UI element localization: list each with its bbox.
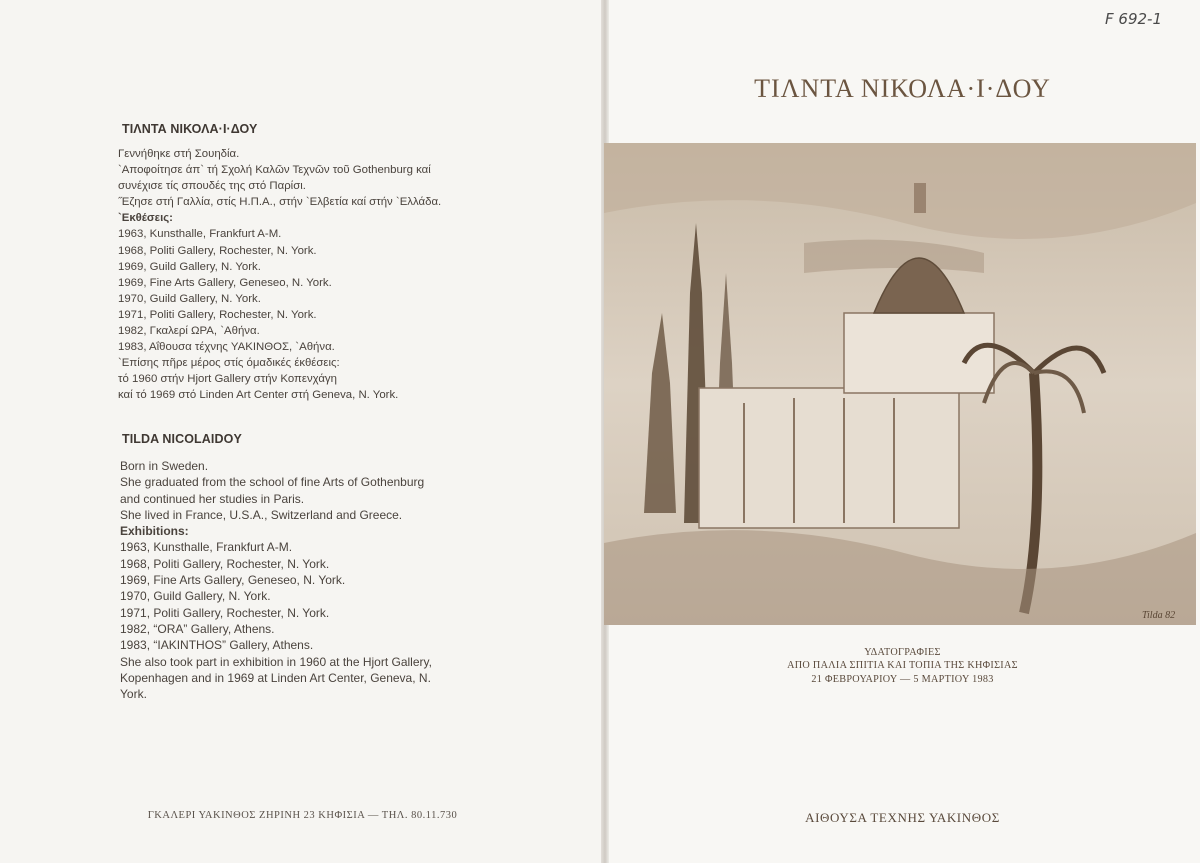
- bio-line: She graduated from the school of fine Arts of Gothenburg: [120, 475, 425, 490]
- bio-line: She lived in France, U.S.A., Switzerland and Greece.: [120, 507, 403, 522]
- bio-line: 1983, “IAKINTHOS” Gallery, Athens.: [120, 638, 314, 653]
- exhibition-caption: [605, 646, 1200, 686]
- bio-line: συνέχισε τίς σπουδές της στό Παρίσι.: [118, 180, 306, 193]
- bio-line: 1971, Politi Gallery, Rochester, N. York.: [120, 605, 330, 620]
- painting-signature: Tilda 82: [1142, 610, 1176, 621]
- bio-line: 1969, Fine Arts Gallery, Geneseo, N. York.: [120, 573, 346, 588]
- bio-line: 1970, Guild Gallery, N. York.: [120, 589, 271, 604]
- caption-line-2: ΑΠΟ ΠΑΛΙΑ ΣΠΙΤΙΑ ΚΑΙ ΤΟΠΙΑ ΤΗΣ ΚΗΦΙΣΙΑΣ: [787, 660, 1018, 672]
- watercolor-painting: [604, 143, 1196, 625]
- bio-subheading: Exhibitions:: [120, 524, 189, 539]
- caption-line-3: 21 ΦΕΒΡΟΥΑΡΙΟΥ — 5 ΜΑΡΤΙΟΥ 1983: [811, 673, 994, 685]
- bio-line: `Επίσης πῆρε μέρος στίς όμαδικές έκθέσεις:: [118, 357, 340, 370]
- bio-line: 1963, Kunsthalle, Frankfurt A-M.: [120, 540, 293, 555]
- bio-line: 1971, Politi Gallery, Rochester, N. York.: [118, 308, 317, 321]
- gallery-name-footer: ΑΙΘΟΥΣΑ ΤΕΧΝΗΣ ΥΑΚΙΝΘΟΣ: [805, 810, 1000, 825]
- bio-line: 1983, Αΐθουσα τέχνης ΥΑΚΙΝΘΟΣ, `Αθήνα.: [118, 341, 335, 354]
- catalog-number: F 692-1: [1105, 10, 1162, 28]
- bio-line: She also took part in exhibition in 1960 at the Hjort Gallery,: [120, 654, 432, 669]
- bio-line: 1982, “ORA” Gallery, Athens.: [120, 621, 275, 636]
- bio-line: York.: [120, 687, 147, 702]
- artist-title: ΤΙΛΝΤΑ ΝΙΚΟΛΑ·Ι·ΔΟΥ: [754, 74, 1051, 103]
- bio-line: Γεννήθηκε στή Σουηδία.: [118, 148, 240, 160]
- bio-line: 1968, Politi Gallery, Rochester, N. York.: [118, 244, 317, 257]
- bio-line: 1969, Fine Arts Gallery, Geneseo, N. York.: [118, 276, 332, 289]
- bio-line: 1968, Politi Gallery, Rochester, N. York.: [120, 556, 330, 571]
- bio-subheading: `Εκθέσεις:: [118, 212, 173, 225]
- bio-line: Kopenhagen and in 1969 at Linden Art Center, Geneva, N.: [120, 670, 431, 685]
- bio-line: 1963, Kunsthalle, Frankfurt A-M.: [118, 228, 282, 241]
- bio-line: καί τό 1969 στό Linden Art Center στή Geneva, N. York.: [118, 389, 399, 402]
- bio-line: `Αποφοίτησε άπ` τή Σχολή Καλῶν Τεχνῶν τοῦ Gothenburg καί: [118, 164, 431, 177]
- gallery-address-footer: ΓΚΑΛΕΡΙ ΥΑΚΙΝΘΟΣ ΖΗΡΙΝΗ 23 ΚΗΦΙΣΙΑ — ΤΗΛ. 80.11.730: [147, 810, 458, 821]
- caption-line-1: ΥΔΑΤΟΓΡΑΦΙΕΣ: [864, 647, 941, 658]
- bio-line: 1969, Guild Gallery, N. York.: [118, 260, 261, 273]
- greek-bio-heading: ΤΙΛΝΤΑ ΝΙΚΟΛΑ·Ι·ΔΟΥ: [122, 122, 258, 136]
- english-bio-heading: TILDA NICOLAIDOY: [122, 432, 242, 446]
- english-bio-text: [120, 458, 432, 702]
- bio-line: Born in Sweden.: [120, 459, 209, 473]
- bio-line: and continued her studies in Paris.: [120, 491, 305, 506]
- greek-bio-text: [118, 146, 441, 404]
- bio-line: τό 1960 στήν Hjort Gallery στήν Κοπενχάγη: [118, 373, 337, 386]
- bio-line: 1982, Γκαλερί ΩΡΑ, `Αθήνα.: [118, 325, 260, 338]
- bio-line: 1970, Guild Gallery, N. York.: [118, 292, 261, 305]
- bio-line: ˝Εζησε στή Γαλλία, στίς Η.Π.Α., στήν `Ελβετία καί στήν `Ελλάδα.: [118, 196, 442, 209]
